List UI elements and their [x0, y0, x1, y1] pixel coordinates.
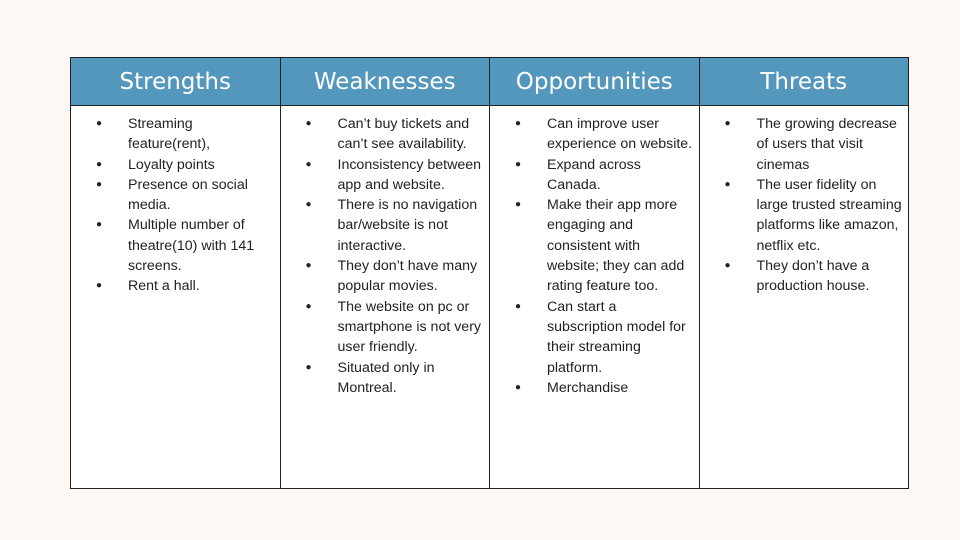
bullet-icon: ● [724, 178, 731, 190]
list-item: ● The website on pc or smartphone is not very user friendly. [305, 298, 482, 356]
bullet-icon: ● [515, 381, 522, 393]
bullet-icon: ● [305, 158, 312, 170]
strengths-list [71, 114, 280, 297]
bullet-icon: ● [305, 361, 312, 373]
list-item: ● The user fidelity on large trusted streaming platforms like amazon, netflix etc. [724, 176, 902, 254]
list-item: ● There is no navigation bar/website is not interactive. [305, 197, 478, 254]
list-item: ● Loyalty points [71, 155, 280, 175]
content-row [71, 106, 909, 489]
list-item: ● Situated only in Montreal. [305, 359, 435, 396]
list-item: ● Can start a subscription model for their streaming platform. [515, 298, 686, 376]
strengths-cell [71, 106, 281, 489]
bullet-icon: ● [724, 118, 731, 129]
bullet-icon: ● [515, 118, 522, 129]
bullet-icon: ● [305, 300, 312, 312]
list-item: ● Presence on social media. [96, 176, 248, 214]
bullet-icon: ● [305, 260, 312, 272]
list-item: ● They don’t have a production house. [724, 258, 870, 295]
list-item: ● Streaming feature(rent), [96, 116, 211, 153]
weaknesses-list [281, 114, 490, 398]
list-item: ● They don’t have many popular movies. [305, 258, 478, 295]
list-item: ● Can’t buy tickets and can’t see availability. [305, 116, 470, 153]
list-item: ● Multiple number of theatre(10) with 141 screens. [96, 217, 255, 275]
bullet-icon: ● [96, 280, 103, 292]
bullet-icon: ● [96, 178, 103, 190]
list-item: ● Rent a hall. [71, 276, 280, 296]
swot-table [70, 57, 909, 489]
bullet-icon: ● [96, 118, 103, 129]
header-row [71, 58, 909, 106]
bullet-icon: ● [515, 158, 522, 170]
bullet-icon: ● [515, 300, 522, 312]
list-item: ● Inconsistency between app and website. [305, 156, 482, 193]
list-item: ● The growing decrease of users that visit cinemas [724, 116, 897, 173]
threats-cell [699, 106, 909, 489]
weaknesses-cell [280, 106, 490, 489]
weaknesses-header: Weaknesses [280, 58, 490, 106]
opportunities-list [490, 114, 699, 398]
bullet-icon: ● [96, 219, 103, 231]
list-item: ● Make their app more engaging and consistent with website; they can add rating feature too. [515, 197, 685, 295]
bullet-icon: ● [305, 199, 312, 211]
bullet-icon: ● [724, 260, 731, 272]
bullet-icon: ● [305, 118, 312, 129]
opportunities-header: Opportunities [490, 58, 700, 106]
threats-list [700, 114, 909, 297]
list-item: ● Merchandise [490, 378, 699, 398]
list-item: ● Can improve user experience on website. [515, 116, 693, 153]
threats-header: Threats [699, 58, 909, 106]
strengths-header: Strengths [71, 58, 281, 106]
list-item: ● Expand across Canada. [515, 156, 641, 193]
opportunities-cell [490, 106, 700, 489]
bullet-icon: ● [96, 158, 103, 170]
bullet-icon: ● [515, 199, 522, 211]
